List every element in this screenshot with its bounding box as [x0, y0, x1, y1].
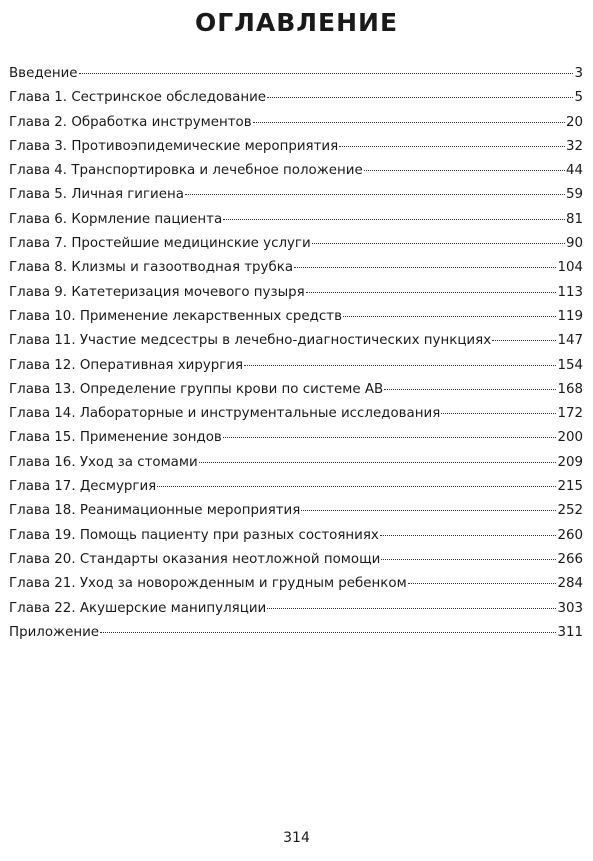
toc-entry[interactable]: [9, 621, 583, 645]
toc-entry[interactable]: [9, 256, 583, 280]
toc-entry-title: Введение: [9, 66, 78, 81]
toc-entry-page: 209: [557, 454, 583, 470]
toc-entry[interactable]: [9, 597, 583, 621]
toc-entry[interactable]: [9, 329, 583, 353]
toc-entry-page: 172: [557, 406, 583, 422]
toc-dot-leader: [223, 437, 557, 438]
toc-entry-title: Глава 13. Определение группы крови по системе AB: [9, 381, 384, 397]
toc-entry[interactable]: [9, 281, 583, 305]
toc-entry-title: Глава 12. Оперативная хирургия: [9, 357, 244, 373]
toc-entry-title: Глава 2. Обработка инструментов: [9, 114, 252, 130]
toc-entry-title: Глава 8. Клизмы и газоотводная трубка: [9, 260, 294, 276]
toc-entry-title: Глава 6. Кормление пациента: [9, 211, 223, 227]
toc-entry-page: 5: [574, 90, 583, 106]
toc-entry-page: 215: [557, 479, 583, 495]
toc-entry-page: 90: [565, 236, 583, 252]
toc-entry-title: Глава 3. Противоэпидемические мероприятия: [9, 138, 339, 154]
toc-entry-page: 20: [565, 114, 583, 130]
toc-entry-title: Глава 10. Применение лекарственных средств: [9, 308, 342, 324]
toc-entry[interactable]: [9, 62, 583, 86]
toc-dot-leader: [185, 194, 565, 195]
toc-entry[interactable]: [9, 208, 583, 232]
toc-entry-title: Глава 11. Участие медсестры в лечебно-диагностических пункциях: [9, 333, 492, 349]
toc-entry-page: 104: [557, 260, 583, 276]
toc-dot-leader: [100, 632, 556, 633]
toc-entry[interactable]: [9, 451, 583, 475]
toc-entry[interactable]: [9, 475, 583, 499]
toc-entry-title: Глава 15. Применение зондов: [9, 430, 222, 446]
toc-dot-leader: [199, 462, 557, 463]
toc-dot-leader: [343, 316, 556, 317]
toc-entry-title: Глава 9. Катетеризация мочевого пузыря: [9, 284, 305, 300]
toc-entry-page: 168: [557, 381, 583, 397]
toc-dot-leader: [157, 486, 556, 487]
toc-entry-page: 303: [557, 600, 583, 616]
toc-entry-page: 154: [557, 357, 583, 373]
toc-entry-title: Глава 7. Простейшие медицинские услуги: [9, 236, 311, 252]
toc-dot-leader: [223, 219, 565, 220]
toc-entry-title: Глава 5. Личная гигиена: [9, 187, 184, 203]
toc-entry-page: 59: [565, 187, 583, 203]
toc-dot-leader: [267, 608, 556, 609]
toc-entry[interactable]: [9, 111, 583, 135]
toc-entry[interactable]: [9, 86, 583, 110]
toc-entry-page: 200: [557, 430, 583, 446]
toc-entry[interactable]: [9, 305, 583, 329]
toc-entry[interactable]: [9, 354, 583, 378]
toc-entry-page: 311: [557, 624, 583, 640]
toc-entry-title: Приложение: [9, 624, 100, 640]
toc-entry-page: 266: [557, 551, 583, 567]
toc-entry[interactable]: [9, 499, 583, 523]
toc-dot-leader: [408, 583, 557, 584]
toc-entry-page: 260: [557, 527, 583, 543]
toc-entry-title: Глава 17. Десмургия: [9, 479, 157, 495]
toc-entry[interactable]: [9, 426, 583, 450]
toc-entry-title: Глава 19. Помощь пациенту при разных состояниях: [9, 527, 379, 543]
page-title: ОГЛАВЛЕНИЕ: [194, 8, 399, 37]
toc-dot-leader: [244, 365, 556, 366]
toc-entry[interactable]: [9, 232, 583, 256]
toc-entry-title: Глава 4. Транспортировка и лечебное положение: [9, 163, 363, 179]
toc-entry-page: 44: [565, 163, 583, 179]
toc-entry[interactable]: [9, 159, 583, 183]
toc-entry[interactable]: [9, 402, 583, 426]
toc-entry[interactable]: [9, 524, 583, 548]
toc-entry[interactable]: [9, 183, 583, 207]
toc-entry-title: Глава 1. Сестринское обследование: [9, 90, 267, 106]
toc-dot-leader: [253, 122, 565, 123]
toc-dot-leader: [441, 413, 556, 414]
toc-entry-page: 113: [557, 284, 583, 300]
toc-dot-leader: [364, 170, 565, 171]
toc-dot-leader: [384, 389, 556, 390]
toc-entry[interactable]: [9, 135, 583, 159]
toc-entry-title: Глава 20. Стандарты оказания неотложной помощи: [9, 551, 381, 567]
toc-entry-page: 252: [557, 503, 583, 519]
toc-entry-page: 284: [557, 576, 583, 592]
table-of-contents: [9, 62, 583, 645]
toc-entry[interactable]: [9, 548, 583, 572]
page-number: 314: [283, 830, 310, 846]
toc-dot-leader: [301, 510, 556, 511]
toc-entry-title: Глава 16. Уход за стомами: [9, 454, 198, 470]
toc-entry-page: 119: [557, 308, 583, 324]
toc-entry[interactable]: [9, 378, 583, 402]
toc-dot-leader: [267, 97, 573, 98]
toc-dot-leader: [79, 73, 574, 74]
toc-dot-leader: [381, 559, 556, 560]
toc-entry-title: Глава 21. Уход за новорожденным и грудным ребенком: [9, 576, 407, 592]
toc-entry[interactable]: [9, 572, 583, 596]
toc-dot-leader: [306, 292, 557, 293]
toc-dot-leader: [380, 535, 557, 536]
toc-entry-page: 81: [565, 211, 583, 227]
toc-dot-leader: [312, 243, 565, 244]
toc-dot-leader: [294, 267, 556, 268]
toc-entry-page: 32: [565, 138, 583, 154]
toc-entry-title: Глава 14. Лабораторные и инструментальные исследования: [9, 406, 441, 422]
toc-entry-page: 3: [574, 66, 583, 81]
toc-entry-title: Глава 22. Акушерские манипуляции: [9, 600, 267, 616]
toc-entry-page: 147: [557, 333, 583, 349]
toc-entry-title: Глава 18. Реанимационные мероприятия: [9, 503, 301, 519]
toc-dot-leader: [492, 340, 556, 341]
toc-dot-leader: [339, 146, 565, 147]
